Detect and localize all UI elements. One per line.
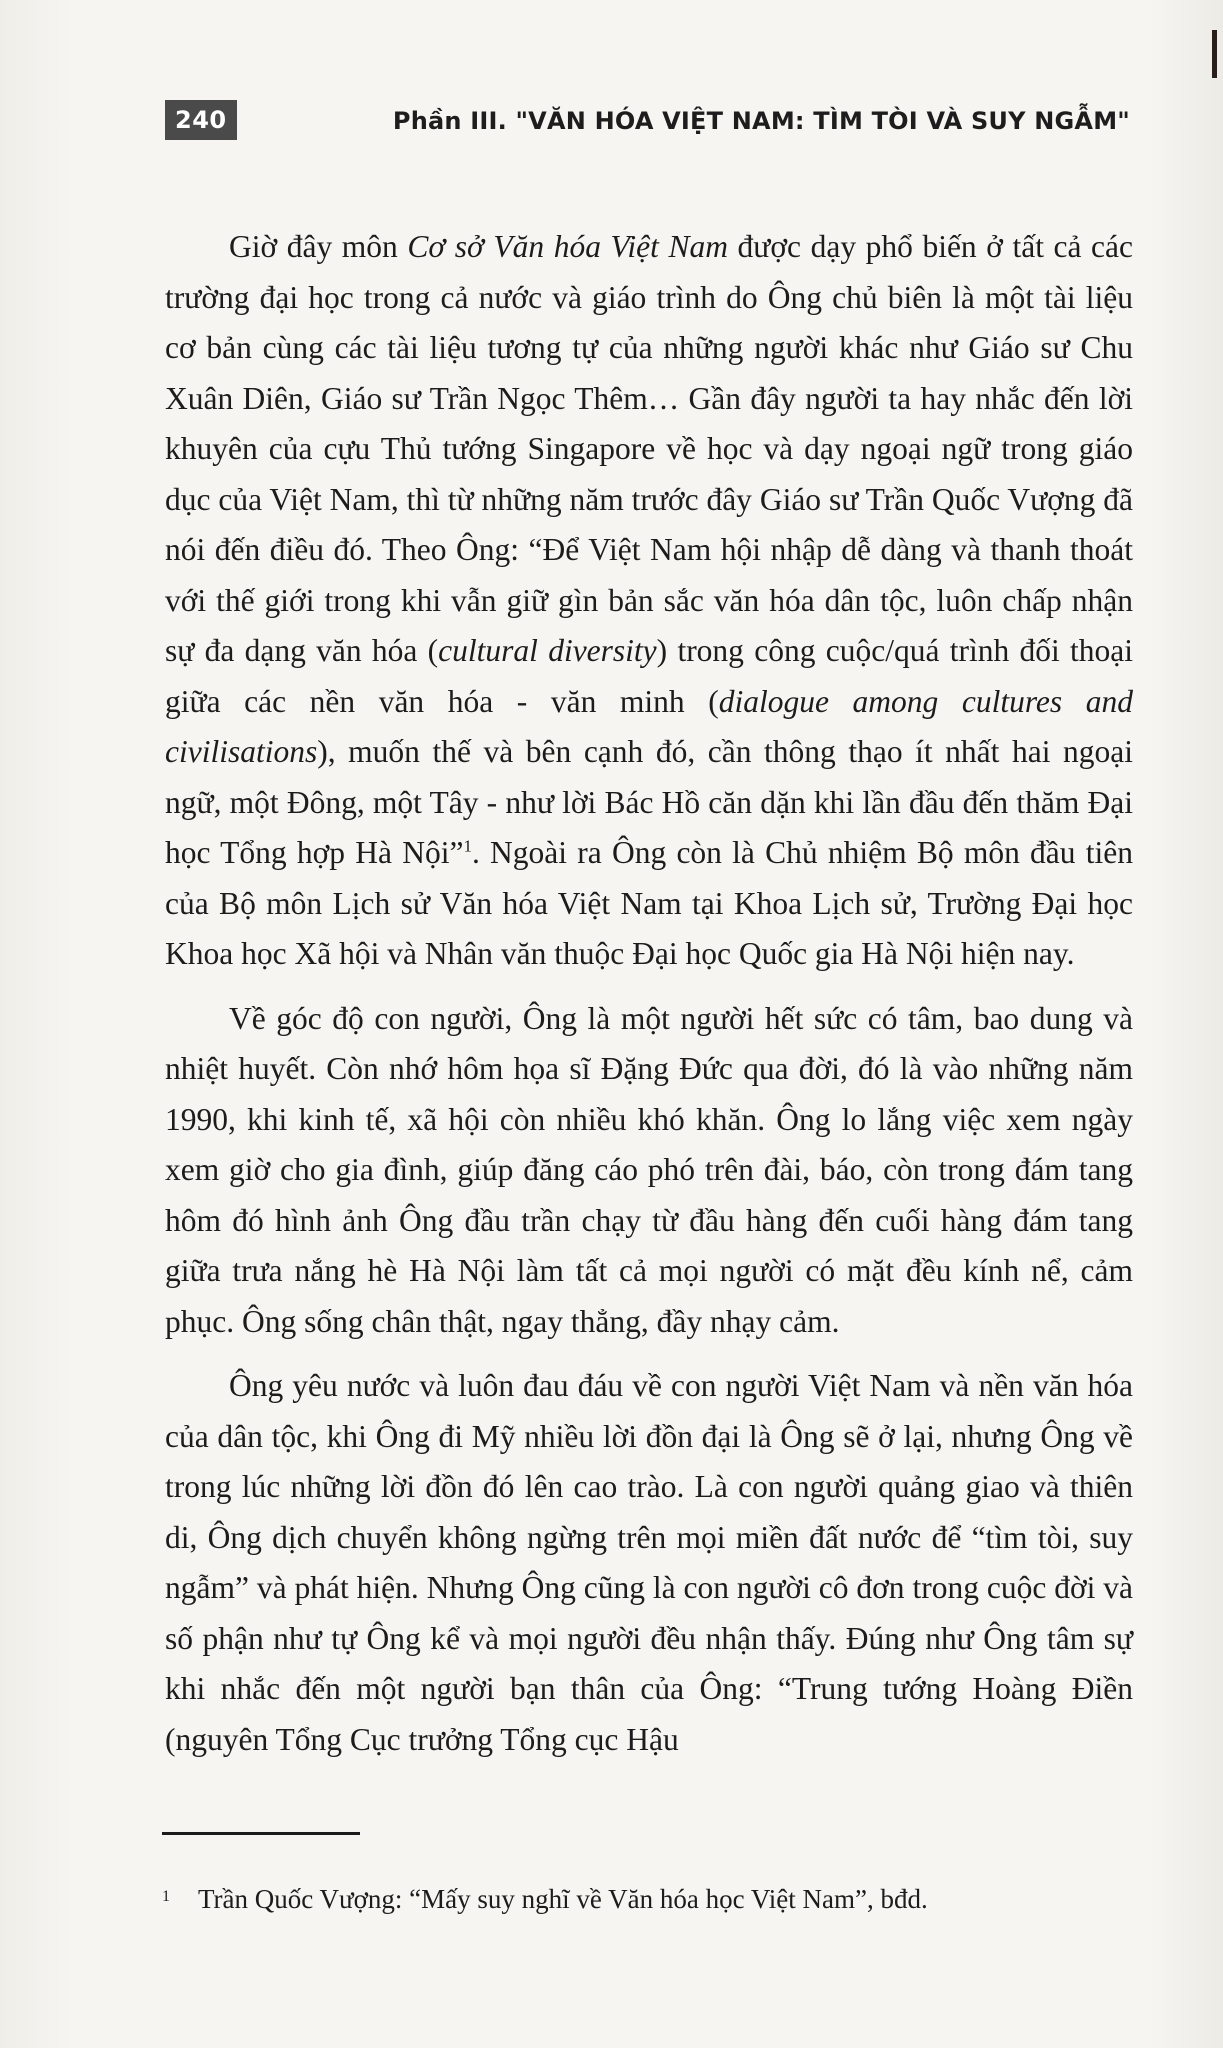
italic-term: cultural diversity <box>438 633 657 668</box>
footnote-text: Trần Quốc Vượng: “Mấy suy nghĩ về Văn hóa học Việt Nam”, bđd. <box>198 1884 928 1914</box>
paragraph-2: Về góc độ con người, Ông là một người hết sức có tâm, bao dung và nhiệt huyết. Còn nhớ hôm họa sĩ Đặng Đức qua đời, đó là vào những năm 1990, khi kinh tế, xã hội còn nhiều khó khăn. Ông lo lắng việc xem ngày xem giờ cho gia đình, giúp đăng cáo phó trên đài, báo, còn trong đám tang hôm đó hình ảnh Ông đầu trần chạy từ đầu hàng đến cuối hàng đám tang giữa trưa nắng hè Hà Nội làm tất cả mọi người có mặt đều kính nể, cảm phục. Ông sống chân thật, ngay thẳng, đầy nhạy cảm. <box>165 1000 1133 1339</box>
running-head: Phần III. "VĂN HÓA VIỆT NAM: TÌM TÒI VÀ SUY NGẪM" <box>392 107 1130 135</box>
footnote-reference: 1 <box>463 836 472 856</box>
text-run: Giờ đây môn <box>229 229 408 264</box>
italic-term: dialogue among cultures and civilisations <box>165 683 1133 769</box>
footnote-mark: 1 <box>162 1888 170 1905</box>
italic-title: Cơ sở Văn hóa Việt Nam <box>407 229 728 264</box>
paragraph-1 <box>165 222 1133 980</box>
text-run: ), muốn thế và bên cạnh đó, cần thông thạo ít nhất hai ngoại ngữ, một Đông, một Tây - như lời Bác Hồ căn dặn khi lần đầu đến thăm Đại học Tổng hợp Hà Nội” <box>165 734 1133 870</box>
page-edge-mark <box>1212 30 1217 78</box>
text-run: ) trong công cuộc/quá trình đối thoại giữa các nền văn hóa - văn minh ( <box>165 633 1134 719</box>
footnote-divider <box>162 1832 360 1835</box>
body-text <box>165 222 1133 1765</box>
page-number: 240 <box>165 100 237 140</box>
footnote <box>162 1880 1130 1918</box>
page-header <box>165 100 1130 144</box>
paragraph-3: Ông yêu nước và luôn đau đáu về con người Việt Nam và nền văn hóa của dân tộc, khi Ông đi Mỹ nhiều lời đồn đại là Ông sẽ ở lại, nhưng Ông về trong lúc những lời đồn đó lên cao trào. Là con người quảng giao và thiên di, Ông dịch chuyển không ngừng trên mọi miền đất nước để “tìm tòi, suy ngẫm” và phát hiện. Nhưng Ông cũng là con người cô đơn trong cuộc đời và số phận như tự Ông kể và mọi người đều nhận thấy. Đúng như Ông tâm sự khi nhắc đến một người bạn thân của Ông: “Trung tướng Hoàng Điền (nguyên Tổng Cục trưởng Tổng cục Hậu <box>165 1368 1133 1757</box>
text-run: được dạy phổ biến ở tất cả các trường đại học trong cả nước và giáo trình do Ông chủ biên là một tài liệu cơ bản cùng các tài liệu tương tự của những người khác như Giáo sư Chu Xuân Diên, Giáo sư Trần Ngọc Thêm… Gần đây người ta hay nhắc đến lời khuyên của cựu Thủ tướng Singapore về học và dạy ngoại ngữ trong giáo dục của Việt Nam, thì từ những năm trước đây Giáo sư Trần Quốc Vượng đã nói đến điều đó. Theo Ông: “Để Việt Nam hội nhập dễ dàng và thanh thoát với thế giới trong khi vẫn giữ gìn bản sắc văn hóa dân tộc, luôn chấp nhận sự đa dạng văn hóa ( <box>165 229 1134 668</box>
text-run: . Ngoài ra Ông còn là Chủ nhiệm Bộ môn đầu tiên của Bộ môn Lịch sử Văn hóa Việt Nam tại Khoa Lịch sử, Trường Đại học Khoa học Xã hội và Nhân văn thuộc Đại học Quốc gia Hà Nội hiện nay. <box>165 835 1133 971</box>
